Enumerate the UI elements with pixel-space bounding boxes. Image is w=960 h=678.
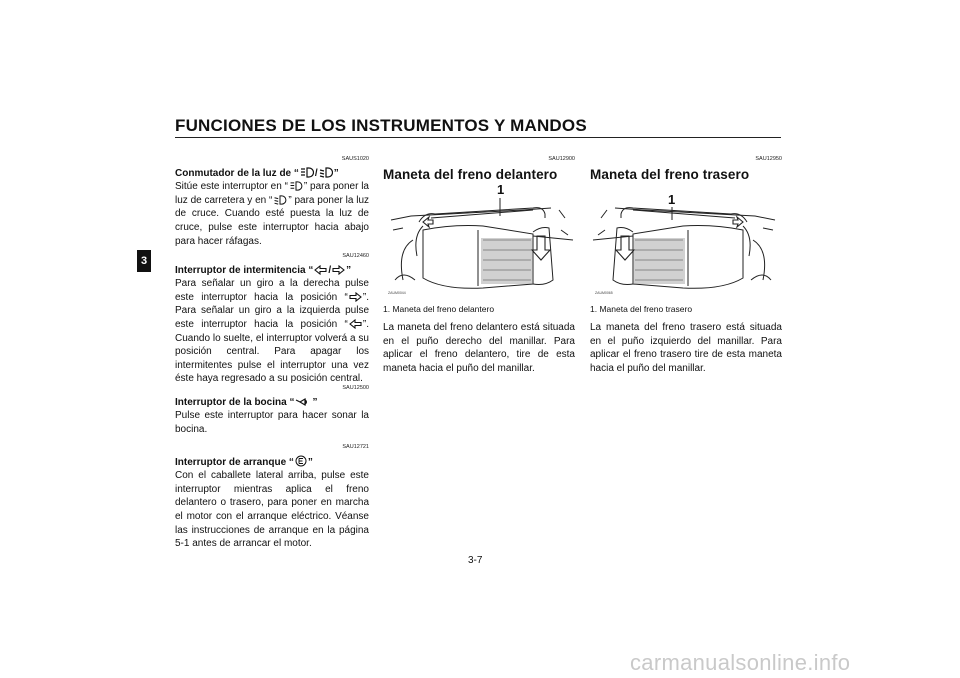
title-text: Interruptor de la bocina “	[175, 396, 295, 408]
starter-icon	[295, 455, 307, 467]
body-text: ”. Cuando lo suelte, el interruptor volverá a su posición central. Para apagar los intermitentes pulse el interruptor una vez éste haya regresado a su posición central.	[175, 318, 369, 385]
body-text: Sitúe este interruptor en “	[175, 181, 288, 193]
figure-caption: 1. Maneta del freno trasero	[590, 304, 693, 314]
section-light-switch	[175, 153, 369, 248]
title-text: Interruptor de intermitencia “	[175, 264, 314, 276]
section-title	[175, 396, 369, 410]
body-text: Para señalar un giro a la derecha pulse este interruptor hacia la posición “	[175, 278, 369, 303]
front-brake-illustration	[383, 180, 576, 298]
figure-code: ZAUM0065	[595, 291, 613, 295]
right-arrow-icon	[349, 292, 362, 302]
body-text: ”. Para señalar un giro a la izquierda pulse este interruptor hacia la posición “	[175, 291, 369, 330]
section-title: Maneta del freno delantero	[383, 166, 558, 182]
callout-number: 1	[497, 182, 505, 197]
left-arrow-icon	[314, 265, 327, 275]
section-front-brake	[383, 153, 575, 181]
title-text-end: ”	[346, 264, 352, 276]
page-header-title: FUNCIONES DE LOS INSTRUMENTOS Y MANDOS	[175, 116, 587, 135]
body-text: ” para poner la luz de carretera y en “	[175, 181, 369, 206]
title-text: Conmutador de la luz de “	[175, 167, 299, 179]
title-text-end: ”	[333, 167, 339, 179]
section-code: SAU12500	[342, 385, 369, 391]
section-title	[175, 455, 369, 470]
section-code: SAU12460	[342, 253, 369, 259]
section-horn	[175, 382, 369, 436]
rear-brake-illustration	[590, 180, 783, 298]
section-rear-brake	[590, 153, 782, 181]
section-code: SAU12900	[548, 156, 575, 162]
section-body	[175, 277, 369, 386]
callout-number: 1	[668, 192, 676, 207]
section-body: La maneta del freno trasero está situada en el puño izquierdo del manillar. Para aplicar el freno trasero tire de esta maneta hacia el puño del manillar.	[590, 322, 782, 374]
section-code: SAU12950	[755, 156, 782, 162]
title-text-end: ”	[307, 456, 313, 468]
section-turn-signal	[175, 250, 369, 386]
rear-brake-figure	[590, 180, 783, 298]
section-title: Conmutador de la luz de “ / ”	[175, 167, 339, 179]
section-title: Maneta del freno trasero	[590, 166, 750, 182]
high-beam-icon	[300, 167, 314, 178]
section-title: Interruptor de intermitencia “ / ”	[175, 264, 352, 276]
front-brake-figure	[383, 180, 576, 298]
figure-code: ZAUM0044	[388, 291, 406, 295]
watermark: carmanualsonline.info	[630, 650, 851, 675]
title-text-end: ”	[312, 396, 318, 408]
section-body	[175, 180, 369, 248]
section-body: Con el caballete lateral arriba, pulse este interruptor mientras aplica el freno delantero o trasero, para poner en marcha el motor con el arranque eléctrico. Véanse las instrucciones de arranque en la página 5-1 antes de arrancar el motor.	[175, 470, 369, 550]
section-start-switch	[175, 441, 369, 551]
horn-icon	[295, 397, 311, 407]
chapter-tab: 3	[137, 250, 151, 272]
header-rule	[175, 137, 781, 138]
section-code: SAUS1020	[341, 156, 369, 162]
right-arrow-icon	[332, 265, 345, 275]
body-text: ” para poner la luz de cruce. Cuando esté puesta la luz de cruce, pulse este interruptor hacia abajo para hacer ráfagas.	[175, 194, 369, 247]
section-body: La maneta del freno delantero está situada en el puño derecho del manillar. Para aplicar el freno delantero, tire de esta maneta hacia el puño del manillar.	[383, 322, 575, 374]
section-body: Pulse este interruptor para hacer sonar la bocina.	[175, 410, 369, 435]
title-text: Interruptor de arranque “	[175, 456, 294, 468]
low-beam-icon	[319, 167, 333, 178]
left-arrow-icon	[349, 319, 362, 329]
section-code: SAU12721	[342, 444, 369, 450]
figure-caption: 1. Maneta del freno delantero	[383, 304, 495, 314]
low-beam-icon	[273, 195, 287, 205]
page-number: 3-7	[468, 555, 483, 566]
high-beam-icon	[289, 181, 303, 191]
